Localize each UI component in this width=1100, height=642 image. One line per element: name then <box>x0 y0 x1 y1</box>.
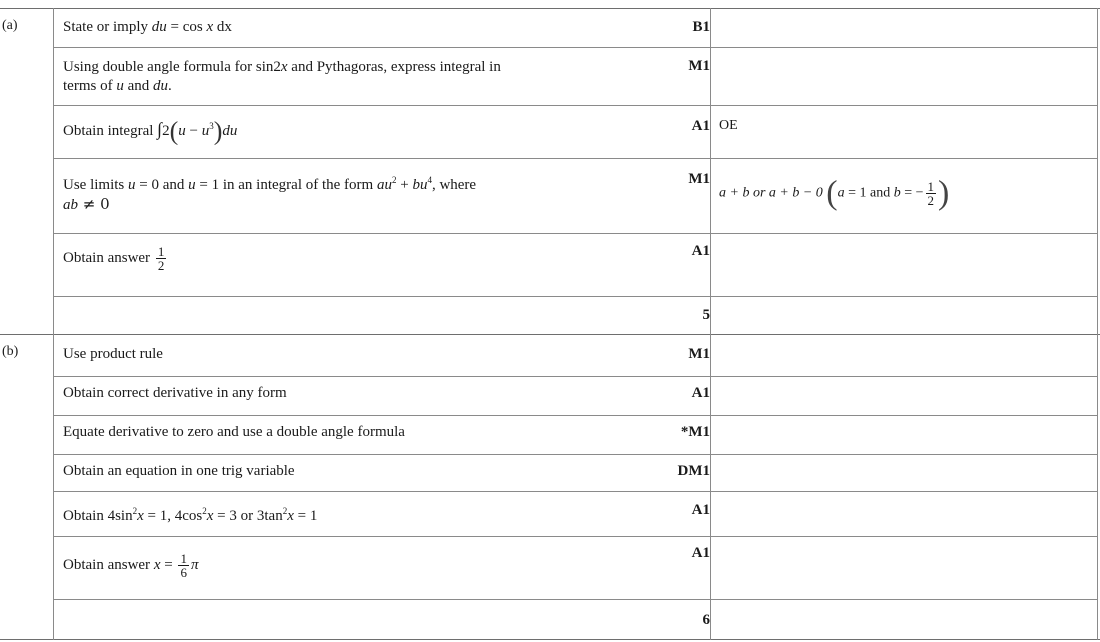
math-var: x <box>280 59 288 75</box>
table-bottom-border <box>0 639 1100 640</box>
mark-code: B1 <box>692 19 710 35</box>
step-description: Equate derivative to zero and use a double angle formula <box>63 424 405 440</box>
guidance-note: OE <box>719 118 738 133</box>
mark-code: M1 <box>688 346 710 362</box>
math-var: u <box>116 78 124 94</box>
step-text: or <box>236 508 257 524</box>
close-paren: ) <box>938 174 950 212</box>
step-description <box>63 552 198 579</box>
math-var: x <box>137 508 144 524</box>
step-text: , where <box>431 177 477 193</box>
math-var: x <box>287 508 294 524</box>
table-top-border <box>0 8 1100 9</box>
numerator: 1 <box>927 179 935 194</box>
math-var: au <box>376 177 392 193</box>
mark-code: M1 <box>688 58 710 74</box>
math-var: du <box>222 123 238 139</box>
row-divider <box>53 599 1097 600</box>
math-expr: = 1, <box>143 508 175 524</box>
math-var: du <box>151 19 167 35</box>
numerator: 1 <box>180 551 187 566</box>
step-text: State or imply <box>63 19 152 35</box>
pi-symbol: π <box>190 556 199 573</box>
math-var: u <box>178 123 186 139</box>
step-text: = 0 and <box>135 177 189 193</box>
note-text: = 1 and <box>844 185 894 201</box>
integral-symbol: ∫ <box>157 119 163 139</box>
step-description: Use product rule <box>63 346 163 362</box>
total-marks: 6 <box>702 612 710 628</box>
step-description <box>63 245 168 272</box>
exponent: 4 <box>427 175 432 185</box>
step-description <box>63 116 238 146</box>
step-text: and Pythagoras, express integral in <box>287 59 501 75</box>
row-divider <box>53 105 1097 106</box>
denominator: 2 <box>157 258 165 273</box>
row-divider <box>53 233 1097 234</box>
denominator: 6 <box>180 565 187 580</box>
note-text: = − <box>900 185 924 201</box>
math-op: + <box>396 177 413 193</box>
math-expr: 3tan <box>256 508 283 524</box>
step-description: Obtain an equation in one trig variable <box>63 463 295 479</box>
guidance-note <box>719 174 950 212</box>
section-divider <box>0 334 1100 335</box>
math-op: = <box>160 556 177 573</box>
mark-code: A1 <box>691 545 710 561</box>
row-divider <box>53 415 1097 416</box>
math-var: b <box>893 185 901 201</box>
step-text: dx <box>213 19 232 35</box>
math-var: x <box>153 556 161 573</box>
step-text: Using double angle formula for sin2 <box>63 59 281 75</box>
math-var: x <box>206 508 214 524</box>
math-expr: = 1 <box>293 508 318 524</box>
row-divider <box>53 536 1097 537</box>
exponent: 2 <box>282 506 288 516</box>
row-divider <box>53 158 1097 159</box>
close-paren: ) <box>213 116 223 146</box>
column-divider <box>1097 8 1098 640</box>
math-expr: 4sin <box>107 508 133 524</box>
math-var: ab <box>63 197 78 213</box>
mark-code: A1 <box>691 118 710 134</box>
step-text: = 1 in an integral of the form <box>195 177 377 193</box>
math-var: u <box>201 123 210 139</box>
math-expr: = 3 <box>213 508 237 524</box>
math-var: bu <box>412 177 428 193</box>
part-label-b: (b) <box>2 344 19 359</box>
mark-code: A1 <box>691 385 710 401</box>
mark-code: M1 <box>688 171 710 187</box>
open-paren: ( <box>169 116 179 146</box>
part-label-a: (a) <box>2 18 18 33</box>
denominator: 2 <box>927 193 935 208</box>
step-text: = cos <box>166 19 207 35</box>
math-var: u <box>128 177 136 193</box>
step-text: . <box>168 78 172 94</box>
math-var: u <box>188 177 196 193</box>
math-op: − <box>185 123 202 139</box>
exponent: 3 <box>209 121 214 131</box>
row-divider <box>53 296 1097 297</box>
mark-code: DM1 <box>677 463 710 479</box>
math-var: x <box>206 19 214 35</box>
step-text: Obtain answer <box>63 249 154 266</box>
math-expr: 4cos <box>174 508 203 524</box>
note-text: a + b or a + b − 0 <box>719 185 823 201</box>
column-divider <box>710 8 711 640</box>
column-divider <box>53 8 54 640</box>
step-text: Obtain answer <box>63 556 154 573</box>
math-var: du <box>153 78 168 94</box>
numerator: 1 <box>157 244 165 259</box>
step-text: Obtain <box>63 508 108 524</box>
mark-code: A1 <box>691 243 710 259</box>
step-description: Obtain correct derivative in any form <box>63 385 287 401</box>
fraction <box>156 245 167 272</box>
math-var: a <box>837 185 845 201</box>
row-divider <box>53 454 1097 455</box>
exponent: 2 <box>391 175 397 185</box>
mark-code: A1 <box>691 502 710 518</box>
step-text: terms of <box>63 78 117 94</box>
mark-code: *M1 <box>680 424 710 440</box>
step-description: Use limits u = 0 and u = 1 in an integral of the form $au^2 + bu^4$, where ab ≠ 0 <box>63 175 477 213</box>
step-description <box>63 58 501 96</box>
fraction <box>178 552 189 579</box>
row-divider <box>53 376 1097 377</box>
row-divider <box>53 491 1097 492</box>
exponent: 2 <box>132 506 138 516</box>
open-paren: ( <box>826 174 838 212</box>
step-description <box>63 18 232 37</box>
step-text: and <box>123 78 153 94</box>
total-marks: 5 <box>702 307 710 323</box>
step-text: Obtain integral <box>63 123 158 139</box>
step-text: ≠ 0 <box>78 195 110 213</box>
exponent: 2 <box>202 506 207 516</box>
math-coef: 2 <box>162 123 170 139</box>
step-description <box>63 507 317 526</box>
row-divider <box>53 47 1097 48</box>
fraction <box>926 180 937 207</box>
